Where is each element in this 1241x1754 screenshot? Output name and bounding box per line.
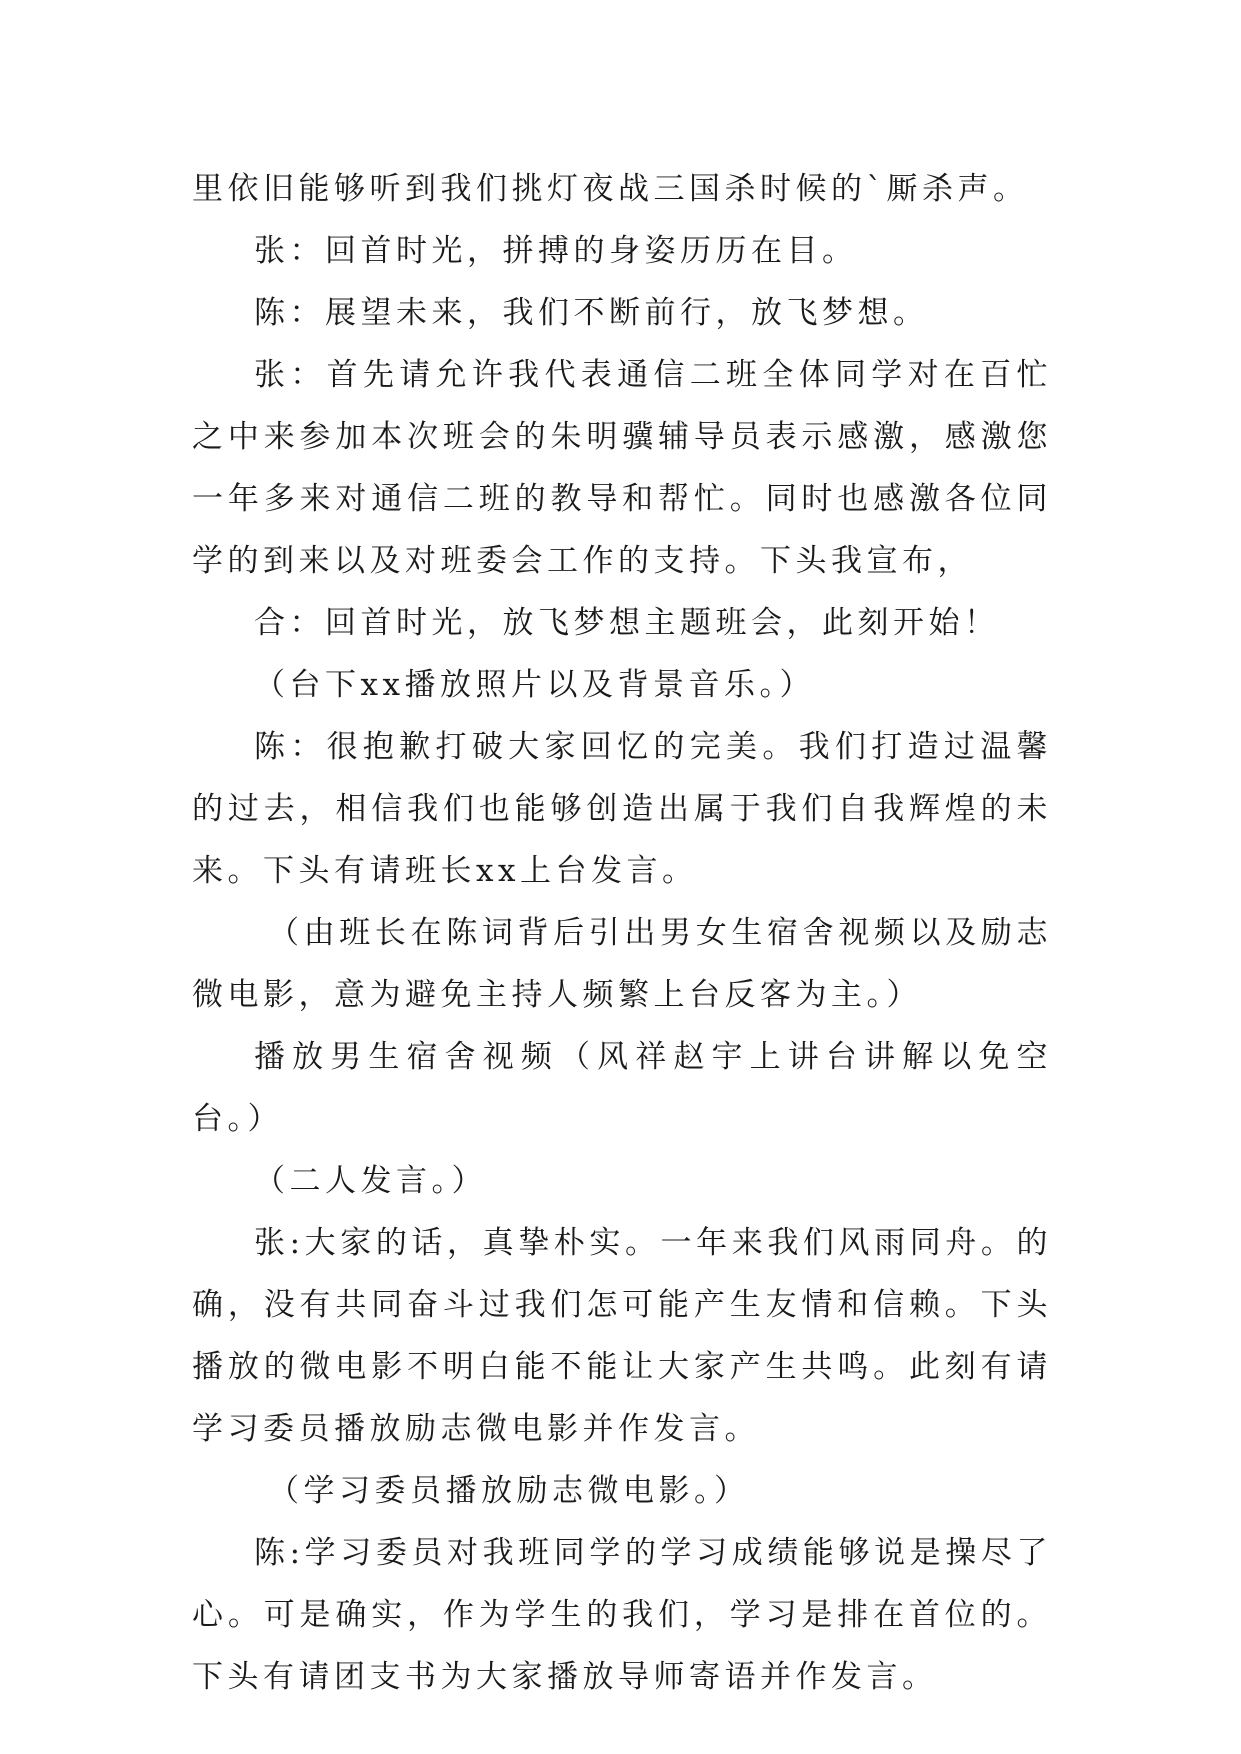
paragraph-4: 张：首先请允许我代表通信二班全体同学对在百忙之中来参加本次班会的朱明骥辅导员表示感激，感激您一年多来对通信二班的教导和帮忙。同时也感激各位同学的到来以及对班委会工作的支持。下头我宣布， bbox=[192, 357, 1052, 579]
paragraph-1: 里依旧能够听到我们挑灯夜战三国杀时候的`厮杀声。 bbox=[192, 171, 1029, 207]
paragraph-12: （学习委员播放励志微电影。） bbox=[268, 1473, 750, 1509]
paragraph-2: 张：回首时光，拼搏的身姿历历在目。 bbox=[254, 233, 858, 269]
paragraph-6: （台下xx播放照片以及背景音乐。） bbox=[254, 667, 815, 703]
paragraph-10: （二人发言。） bbox=[254, 1163, 487, 1199]
paragraph-3: 陈：展望未来，我们不断前行，放飞梦想。 bbox=[254, 295, 929, 331]
paragraph-7: 陈：很抱歉打破大家回忆的完美。我们打造过温馨的过去，相信我们也能够创造出属于我们自我辉煌的未来。下头有请班长xx上台发言。 bbox=[192, 729, 1052, 889]
paragraph-5: 合：回首时光，放飞梦想主题班会，此刻开始！ bbox=[254, 605, 1000, 641]
paragraph-8: （由班长在陈词背后引出男女生宿舍视频以及励志微电影，意为避免主持人频繁上台反客为主。） bbox=[192, 915, 1052, 1013]
document-body bbox=[192, 158, 1052, 1708]
paragraph-13: 陈:学习委员对我班同学的学习成绩能够说是操尽了心。可是确实，作为学生的我们，学习是排在首位的。下头有请团支书为大家播放导师寄语并作发言。 bbox=[192, 1535, 1052, 1695]
paragraph-9: 播放男生宿舍视频（风祥赵宇上讲台讲解以免空台。） bbox=[192, 1039, 1052, 1137]
paragraph-11: 张:大家的话，真挚朴实。一年来我们风雨同舟。的确，没有共同奋斗过我们怎可能产生友情和信赖。下头播放的微电影不明白能不能让大家产生共鸣。此刻有请学习委员播放励志微电影并作发言。 bbox=[192, 1225, 1052, 1447]
